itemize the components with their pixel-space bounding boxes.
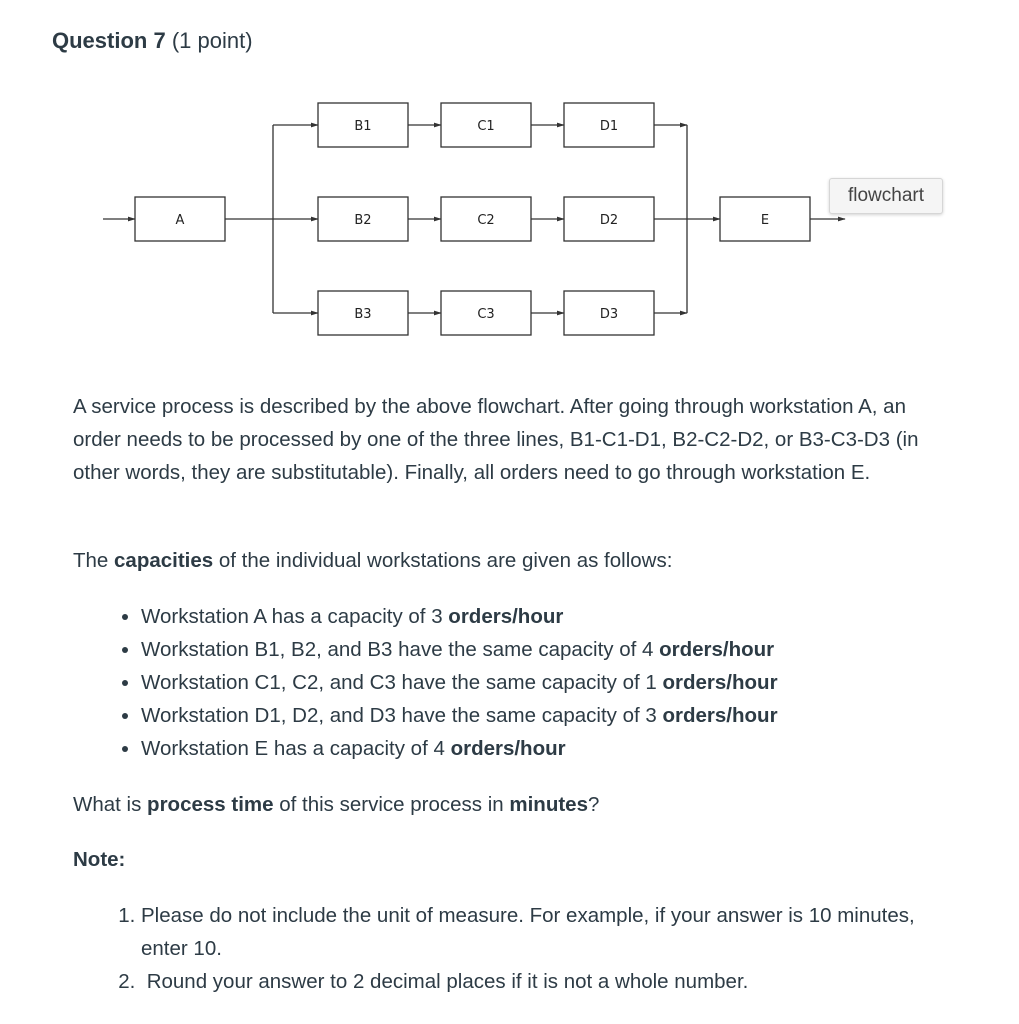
description-paragraph: A service process is described by the above flowchart. After going through workstation A, an order needs to be processed by one of the three lines, B1-C1-D1, B2-C2-D2, or B3-C3-D3 (in other words, they are substitutable). Finally, all orders need to go through workstation E. <box>73 395 919 484</box>
svg-text:D1: D1 <box>599 119 619 134</box>
node-C1 <box>441 103 531 147</box>
capacities-intro: The capacities of the individual workstations are given as follows: <box>73 549 673 572</box>
list-item: • Workstation C1, C2, and C3 have the same capacity of 1 orders/hour <box>141 666 778 699</box>
node-D3 <box>564 291 654 335</box>
node-B2 <box>318 197 408 241</box>
node-E <box>720 197 810 241</box>
question-prompt: What is process time of this service process in minutes? <box>73 793 600 816</box>
notes-list <box>112 899 941 998</box>
list-item: • Workstation B1, B2, and B3 have the same capacity of 4 orders/hour <box>141 633 778 666</box>
node-C3 <box>441 291 531 335</box>
svg-text:B1: B1 <box>354 119 372 134</box>
node-B3 <box>318 291 408 335</box>
svg-text:C2: C2 <box>477 213 495 228</box>
node-D2 <box>564 197 654 241</box>
question-points: (1 point) <box>171 28 253 53</box>
list-item: 2. Round your answer to 2 decimal places if it is not a whole number. <box>141 965 941 998</box>
svg-text:D2: D2 <box>599 213 619 228</box>
svg-text:B2: B2 <box>354 213 372 228</box>
question-number: Question 7 <box>52 28 166 53</box>
svg-text:A: A <box>175 213 185 228</box>
svg-text:B3: B3 <box>354 307 372 322</box>
list-item: • Workstation A has a capacity of 3 orders/hour <box>141 600 778 633</box>
node-A <box>135 197 225 241</box>
node-D1 <box>564 103 654 147</box>
list-item: • Workstation D1, D2, and D3 have the same capacity of 3 orders/hour <box>141 699 778 732</box>
svg-text:E: E <box>760 213 770 228</box>
svg-text:C1: C1 <box>477 119 495 134</box>
note-label: Note: <box>73 848 126 871</box>
node-B1 <box>318 103 408 147</box>
capacities-list <box>112 600 778 765</box>
svg-text:D3: D3 <box>599 307 619 322</box>
node-C2 <box>441 197 531 241</box>
list-item: • Workstation E has a capacity of 4 orders/hour <box>141 732 778 765</box>
image-alt-tooltip: flowchart <box>829 178 943 214</box>
svg-text:C3: C3 <box>477 307 495 322</box>
list-item: 1. Please do not include the unit of measure. For example, if your answer is 10 minutes, enter 10. <box>141 899 941 965</box>
